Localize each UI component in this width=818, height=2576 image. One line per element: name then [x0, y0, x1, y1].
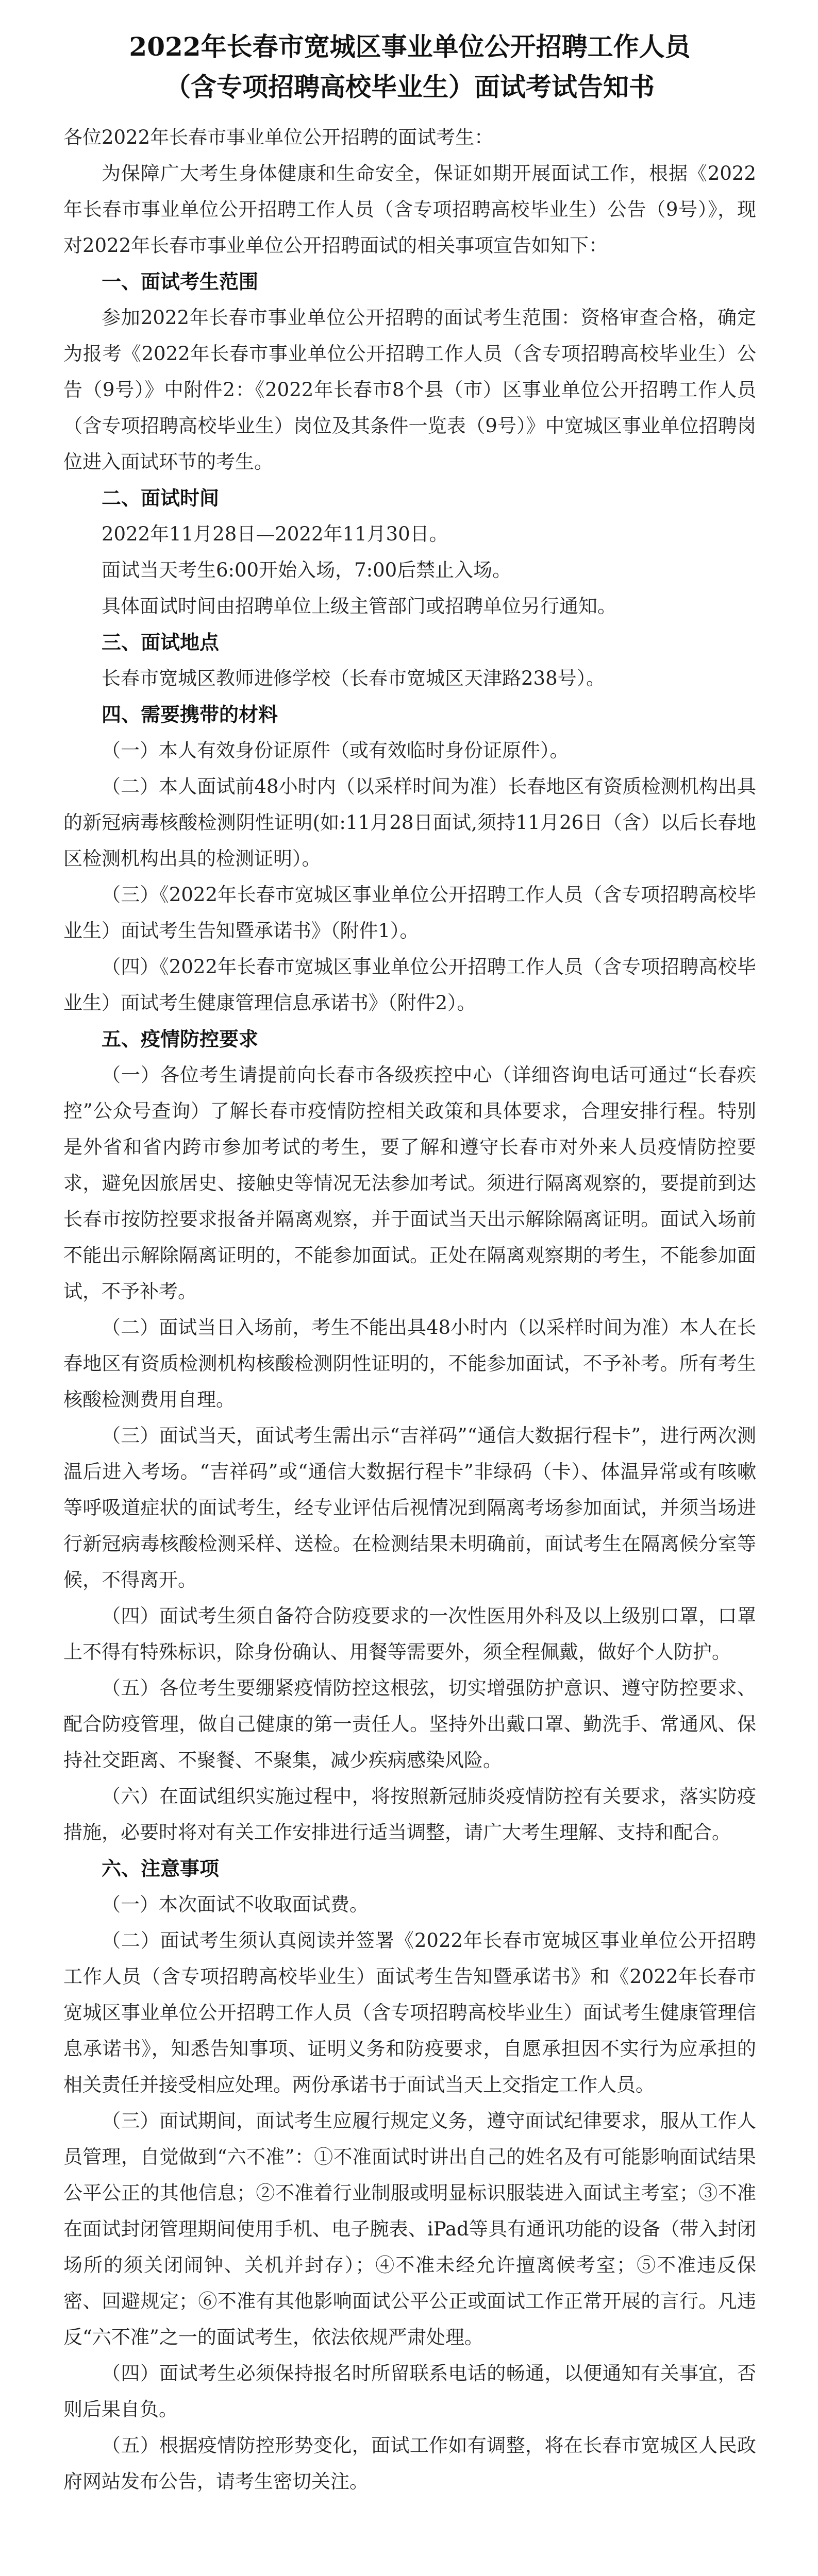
notes-item-5: （五）根据疫情防控形势变化，面试工作如有调整，将在长春市宽城区人民政府网站发布公告，请考生密切关注。 [63, 2434, 756, 2493]
time-paragraph-1: 2022年11月28日—2022年11月30日。 [102, 523, 448, 545]
epidemic-item-6: （六）在面试组织实施过程中，将按照新冠肺炎疫情防控有关要求，落实防疫措施，必要时将对有关工作安排进行适当调整，请广大考生理解、支持和配合。 [63, 1785, 756, 1843]
document-title [63, 27, 756, 107]
epidemic-item-2: （二）面试当日入场前，考生不能出具48小时内（以采样时间为准）本人在长春地区有资质检测机构核酸检测阴性证明的，不能参加面试，不予补考。所有考生核酸检测费用自理。 [63, 1316, 756, 1411]
notes-item-4: （四）面试考生必须保持报名时所留联系电话的畅通，以便通知有关事宜，否则后果自负。 [63, 2362, 756, 2420]
section-heading-location: 三、面试地点 [102, 631, 220, 654]
epidemic-item-5: （五）各位考生要绷紧疫情防控这根弦，切实增强防护意识、遵守防控要求、配合防疫管理，做自己健康的第一责任人。坚持外出戴口罩、勤洗手、常通风、保持社交距离、不聚餐、不聚集，减少疾病感染风险。 [63, 1677, 756, 1771]
section-heading-scope: 一、面试考生范围 [102, 270, 259, 293]
notes-item-3: （三）面试期间，面试考生应履行规定义务，遵守面试纪律要求，服从工作人员管理，自觉做到“六不准”：①不准面试时讲出自己的姓名及有可能影响面试结果公平公正的其他信息；②不准着行业制服或明显标识服装进入面试主考室；③不准在面试封闭管理期间使用手机、电子腕表、iPad等具有通讯功能的设备（带入封闭场所的须关闭闹钟、关机并封存）；④不准未经允许擅离候考室；⑤不准违反保密、回避规定；⑥不准有其他影响面试公平公正或面试工作正常开展的言行。凡违反“六不准”之一的面试考生，依法依规严肃处理。 [63, 2110, 756, 2348]
time-paragraph-2: 面试当天考生6:00开始入场，7:00后禁止入场。 [102, 559, 512, 581]
materials-item-2: （二）本人面试前48小时内（以采样时间为准）长春地区有资质检测机构出具的新冠病毒核酸检测阴性证明(如:11月28日面试,须持11月26日（含）以后长春地区检测机构出具的检测证明）。 [63, 775, 756, 870]
materials-item-1: （一）本人有效身份证原件（或有效临时身份证原件）。 [102, 739, 569, 761]
materials-item-3: （三）《2022年长春市宽城区事业单位公开招聘工作人员（含专项招聘高校毕业生）面试考生告知暨承诺书》（附件1）。 [63, 884, 756, 942]
section-heading-time: 二、面试时间 [102, 486, 220, 510]
epidemic-item-4: （四）面试考生须自备符合防疫要求的一次性医用外科及以上级别口罩，口罩上不得有特殊标识，除身份确认、用餐等需要外，须全程佩戴，做好个人防护。 [63, 1605, 756, 1663]
notes-item-1: （一）本次面试不收取面试费。 [102, 1893, 369, 1916]
notes-item-2: （二）面试考生须认真阅读并签署《2022年长春市宽城区事业单位公开招聘工作人员（含专项招聘高校毕业生）面试考生告知暨承诺书》和《2022年长春市宽城区事业单位公开招聘工作人员（含专项招聘高校毕业生）面试考生健康管理信息承诺书》，知悉告知事项、证明义务和防疫要求，自愿承担因不实行为应承担的相关责任并接受相应处理。两份承诺书于面试当天上交指定工作人员。 [63, 1929, 756, 2096]
signature-spacer [63, 2500, 756, 2576]
epidemic-item-1: （一）各位考生请提前向长春市各级疾控中心（详细咨询电话可通过“长春疾控”公众号查询）了解长春市疫情防控相关政策和具体要求，合理安排行程。特别是外省和省内跨市参加考试的考生，要了解和遵守长春市对外来人员疫情防控要求，避免因旅居史、接触史等情况无法参加考试。须进行隔离观察的，要提前到达长春市按防控要求报备并隔离观察，并于面试当天出示解除隔离证明。面试入场前不能出示解除隔离证明的，不能参加面试。正处在隔离观察期的考生，不能参加面试，不予补考。 [63, 1064, 756, 1302]
greeting: 各位2022年长春市事业单位公开招聘的面试考生： [63, 126, 494, 148]
scope-paragraph: 参加2022年长春市事业单位公开招聘的面试考生范围：资格审查合格，确定为报考《2022年长春市事业单位公开招聘工作人员（含专项招聘高校毕业生）公告（9号）》中附件2：《2022年长春市8个县（市）区事业单位公开招聘工作人员（含专项招聘高校毕业生）岗位及其条件一览表（9号）》中宽城区事业单位招聘岗位进入面试环节的考生。 [63, 307, 756, 473]
section-heading-epidemic: 五、疫情防控要求 [102, 1027, 259, 1050]
title-line-1: 2022年长春市宽城区事业单位公开招聘工作人员 [129, 31, 691, 62]
time-paragraph-3: 具体面试时间由招聘单位上级主管部门或招聘单位另行通知。 [102, 595, 616, 617]
materials-item-4: （四）《2022年长春市宽城区事业单位公开招聘工作人员（含专项招聘高校毕业生）面试考生健康管理信息承诺书》（附件2）。 [63, 956, 756, 1014]
intro-paragraph: 为保障广大考生身体健康和生命安全，保证如期开展面试工作，根据《2022年长春市事业单位公开招聘工作人员（含专项招聘高校毕业生）公告（9号）》，现对2022年长春市事业单位公开招聘面试的相关事项宣告如知下： [63, 162, 756, 257]
section-heading-notes: 六、注意事项 [102, 1857, 220, 1880]
location-paragraph: 长春市宽城区教师进修学校（长春市宽城区天津路238号）。 [102, 667, 606, 689]
section-heading-materials: 四、需要携带的材料 [102, 703, 278, 726]
epidemic-item-3: （三）面试当天，面试考生需出示“吉祥码”“通信大数据行程卡”，进行两次测温后进入考场。“吉祥码”或“通信大数据行程卡”非绿码（卡）、体温异常或有咳嗽等呼吸道症状的面试考生，经专业评估后视情况到隔离考场参加面试，并须当场进行新冠病毒核酸检测采样、送检。在检测结果未明确前，面试考生在隔离候分室等候，不得离开。 [63, 1425, 756, 1591]
title-line-2: （含专项招聘高校毕业生）面试考试告知书 [165, 72, 655, 102]
